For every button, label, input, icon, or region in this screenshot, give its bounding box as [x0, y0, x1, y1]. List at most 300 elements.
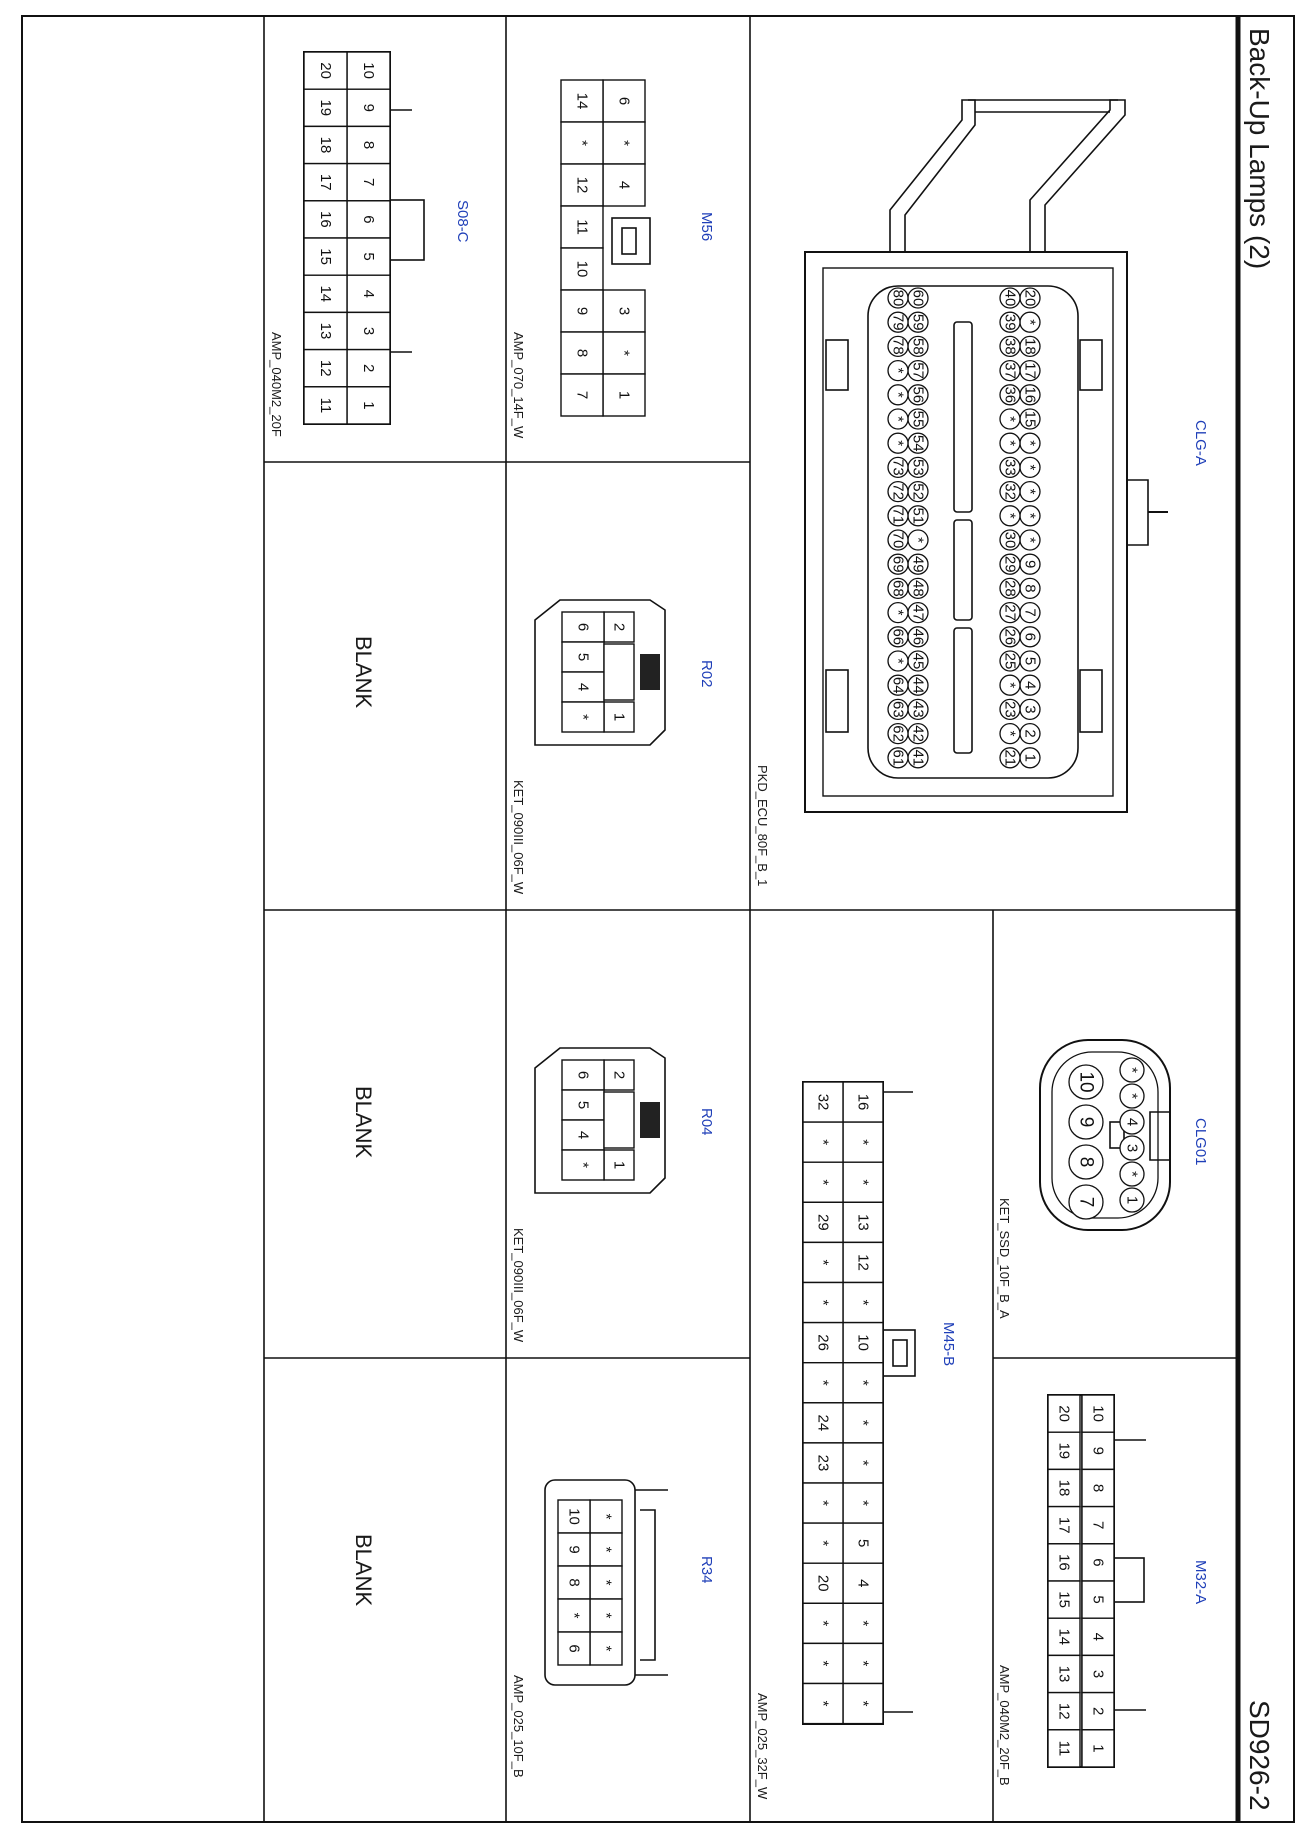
m45-b-pin-2-9: [803, 1403, 843, 1443]
connector-name-m32-a: M32-A: [1192, 1560, 1209, 1605]
svg-text:*: *: [615, 140, 633, 146]
svg-text:10: 10: [565, 1508, 583, 1525]
svg-text:10: 10: [1089, 1405, 1107, 1422]
r34-pin-2-3: [558, 1566, 590, 1599]
clg-a-pin-1-19: [1020, 724, 1040, 744]
svg-text:*: *: [597, 1513, 615, 1520]
m32-a-pin-2-1: [1048, 1395, 1080, 1432]
svg-text:29: 29: [814, 1214, 832, 1231]
svg-text:24: 24: [814, 1414, 832, 1432]
svg-text:6: 6: [574, 622, 592, 632]
m56-pin-lt-1: [603, 80, 645, 122]
svg-text:45: 45: [909, 652, 927, 670]
m32-a-pin-1-4: [1082, 1507, 1114, 1544]
svg-text:*: *: [814, 1700, 832, 1707]
clg-a-pin-3-2: [908, 312, 928, 332]
clg01-pin-bottom-4: [1069, 1185, 1103, 1219]
m32-a-pin-1-5: [1082, 1544, 1114, 1581]
svg-text:2: 2: [610, 1070, 628, 1080]
svg-text:3: 3: [615, 306, 633, 316]
s08-c-pin-2-4: [304, 164, 347, 201]
svg-text:53: 53: [909, 459, 927, 476]
clg-a-pin-3-6: [908, 409, 928, 429]
svg-text:4: 4: [574, 1130, 592, 1140]
s08-c-pin-1-6: [347, 238, 390, 275]
svg-text:*: *: [854, 1299, 872, 1306]
svg-text:26: 26: [1001, 628, 1019, 646]
svg-text:15: 15: [317, 248, 334, 265]
clg-a-pin-4-19: [888, 724, 908, 744]
svg-text:8: 8: [573, 348, 591, 358]
clg-a-pin-1-15: [1020, 627, 1040, 647]
connector-part-clg-a: PKD_ECU_80F_B_1: [755, 765, 770, 887]
m45-b-pin-1-16: [843, 1684, 883, 1724]
clg-a-pin-1-16: [1020, 651, 1040, 671]
m32-a-pin-1-1: [1082, 1395, 1114, 1432]
m45-b-pin-1-6: [843, 1283, 883, 1323]
svg-text:9: 9: [1021, 560, 1039, 569]
connector-r04: [511, 1048, 715, 1343]
r34-pin-1-4: [590, 1599, 622, 1632]
r04-pin-bottom-4: [562, 1150, 604, 1180]
m56-pin-rt-3: [603, 374, 645, 416]
m45-b-pin-2-11: [803, 1483, 843, 1523]
connector-r34: [511, 1480, 715, 1778]
clg-a-pin-2-4: [1000, 361, 1020, 381]
r34-pin-2-5: [558, 1632, 590, 1665]
svg-text:51: 51: [909, 507, 927, 525]
svg-text:*: *: [597, 1645, 615, 1652]
m45-b-pin-2-4: [803, 1202, 843, 1242]
m45-b-pin-1-1: [843, 1082, 883, 1122]
clg-a-pin-1-5: [1020, 385, 1040, 405]
svg-text:6: 6: [360, 215, 377, 224]
clg-a-pin-4-17: [888, 675, 908, 695]
svg-text:52: 52: [909, 483, 927, 500]
svg-text:5: 5: [574, 652, 592, 662]
connector-m56: [511, 80, 715, 439]
clg-a-pin-3-13: [908, 578, 928, 598]
m32-a-pin-2-6: [1048, 1581, 1080, 1618]
clg-a-pin-4-10: [888, 506, 908, 526]
clg-a-pin-4-6: [888, 409, 908, 429]
svg-text:1: 1: [610, 712, 628, 722]
svg-text:14: 14: [573, 92, 591, 110]
connector-part-r34: AMP_025_10F_B: [511, 1675, 526, 1778]
svg-text:*: *: [1001, 512, 1019, 519]
blank-label-3: BLANK: [351, 1534, 376, 1607]
svg-text:6: 6: [1089, 1558, 1107, 1567]
clg-a-pin-3-12: [908, 554, 928, 574]
clg01-pin-bottom-1: [1069, 1065, 1103, 1099]
m45-b-pin-2-8: [803, 1363, 843, 1403]
svg-text:*: *: [854, 1139, 872, 1146]
svg-text:*: *: [1021, 537, 1039, 543]
s08-c-pin-2-3: [304, 126, 347, 163]
connector-part-m56: AMP_070_14F_W: [511, 332, 526, 439]
clg-a-pin-1-6: [1020, 409, 1040, 429]
svg-text:9: 9: [1075, 1116, 1097, 1128]
s08-c-pin-1-5: [347, 201, 390, 238]
svg-text:15: 15: [1021, 410, 1039, 428]
svg-text:59: 59: [909, 313, 927, 331]
clg-a-pin-2-7: [1000, 433, 1020, 453]
clg-a-pin-4-18: [888, 699, 908, 719]
s08-c-pin-grid: [304, 52, 390, 424]
r04-pin-bottom-1: [562, 1060, 604, 1090]
clg-a-pin-3-17: [908, 675, 928, 695]
clg01-pin-top-5: [1120, 1162, 1144, 1186]
svg-text:12: 12: [317, 359, 334, 377]
connector-clg01: [997, 1040, 1209, 1319]
svg-text:*: *: [1001, 682, 1019, 689]
m45-b-pin-grid: [803, 1082, 883, 1724]
s08-c-pin-2-5: [304, 201, 347, 238]
connector-name-clg-a: CLG-A: [1192, 420, 1209, 466]
m45-b-pin-1-7: [843, 1323, 883, 1363]
clg-a-pin-3-3: [908, 336, 928, 356]
clg-a-pin-2-20: [1000, 748, 1020, 768]
m32-a-pin-2-9: [1048, 1693, 1080, 1730]
svg-text:11: 11: [1055, 1740, 1073, 1757]
clg-a-pin-2-11: [1000, 530, 1020, 550]
svg-text:*: *: [1001, 440, 1019, 447]
svg-text:73: 73: [889, 459, 907, 476]
svg-text:7: 7: [1021, 608, 1039, 617]
svg-text:*: *: [889, 440, 907, 447]
m45-b-pin-2-2: [803, 1122, 843, 1162]
clg-a-pin-4-11: [888, 530, 908, 550]
svg-text:4: 4: [1089, 1632, 1107, 1641]
connector-part-s08-c: AMP_040M2_20F: [269, 332, 284, 437]
m45-b-pin-2-10: [803, 1443, 843, 1483]
clg-a-pin-1-18: [1020, 699, 1040, 719]
svg-text:*: *: [814, 1500, 832, 1506]
connector-s08-c: [269, 52, 471, 437]
m56-pin-mid-2: [561, 248, 603, 290]
m32-a-pin-1-8: [1082, 1655, 1114, 1692]
svg-text:28: 28: [1001, 580, 1019, 597]
svg-text:*: *: [1001, 730, 1019, 737]
svg-text:*: *: [889, 367, 907, 374]
m45-b-pin-2-5: [803, 1242, 843, 1282]
clg-a-pin-3-1: [908, 288, 928, 308]
svg-text:7: 7: [1075, 1196, 1097, 1208]
svg-text:4: 4: [615, 180, 633, 190]
svg-text:*: *: [814, 1379, 832, 1386]
svg-text:5: 5: [1089, 1595, 1107, 1604]
svg-text:2: 2: [360, 364, 377, 373]
svg-text:68: 68: [889, 580, 907, 597]
s08-c-pin-1-9: [347, 350, 390, 387]
svg-text:3: 3: [360, 326, 377, 336]
clg-a-pin-3-20: [908, 748, 928, 768]
m56-pin-lb-1: [561, 80, 603, 122]
s08-c-pin-1-3: [347, 126, 390, 163]
clg-a-pin-1-13: [1020, 578, 1040, 598]
r02-pin-bottom-4: [562, 702, 604, 732]
r02-pin-top-1: [604, 612, 634, 642]
r34-pin-2-1: [558, 1500, 590, 1533]
clg-a-pin-1-1: [1020, 288, 1040, 308]
connector-part-clg01: KET_SSD_10F_B_A: [997, 1198, 1012, 1319]
clg-a-pin-4-15: [888, 627, 908, 647]
svg-text:64: 64: [889, 676, 907, 694]
m32-a-pin-2-4: [1048, 1507, 1080, 1544]
clg-a-pin-2-14: [1000, 603, 1020, 623]
svg-text:11: 11: [317, 397, 334, 414]
svg-text:6: 6: [574, 1070, 592, 1080]
svg-text:78: 78: [889, 338, 907, 355]
svg-text:*: *: [1123, 1067, 1141, 1073]
svg-text:26: 26: [814, 1334, 832, 1351]
svg-text:*: *: [889, 658, 907, 664]
clg-a-pin-1-3: [1020, 336, 1040, 356]
svg-text:23: 23: [814, 1454, 832, 1472]
clg-a-pin-2-1: [1000, 288, 1020, 308]
m45-b-pin-2-12: [803, 1523, 843, 1563]
clg-a-pin-2-12: [1000, 554, 1020, 574]
svg-text:*: *: [1021, 440, 1039, 447]
connector-m32-a: [997, 1395, 1209, 1786]
s08-c-pin-1-8: [347, 312, 390, 349]
m45-b-pin-1-11: [843, 1483, 883, 1523]
svg-text:21: 21: [1001, 749, 1019, 767]
svg-text:36: 36: [1001, 386, 1019, 404]
clg-a-pin-3-7: [908, 433, 928, 453]
svg-text:*: *: [1021, 488, 1039, 495]
m56-pin-rt-1: [603, 290, 645, 332]
svg-text:20: 20: [1021, 289, 1039, 307]
svg-text:16: 16: [317, 211, 334, 228]
svg-text:8: 8: [1021, 584, 1039, 593]
svg-text:6: 6: [565, 1644, 583, 1653]
svg-text:54: 54: [909, 434, 927, 452]
svg-text:46: 46: [909, 628, 927, 646]
svg-text:*: *: [597, 1546, 615, 1553]
clg-a-pin-4-4: [888, 361, 908, 381]
clg-a-pin-3-11: [908, 530, 928, 550]
svg-text:12: 12: [1055, 1702, 1073, 1720]
svg-text:10: 10: [573, 260, 591, 278]
m32-a-pin-2-8: [1048, 1655, 1080, 1692]
r04-pin-bottom-3: [562, 1120, 604, 1150]
svg-text:18: 18: [1021, 338, 1039, 355]
r02-pin-bottom-1: [562, 612, 604, 642]
svg-text:*: *: [1021, 464, 1039, 471]
svg-text:8: 8: [565, 1578, 583, 1587]
svg-text:*: *: [814, 1660, 832, 1667]
m32-a-pin-1-6: [1082, 1581, 1114, 1618]
svg-text:*: *: [854, 1179, 872, 1186]
m45-b-pin-1-3: [843, 1162, 883, 1202]
clg-a-pin-4-16: [888, 651, 908, 671]
clg-a-pin-1-9: [1020, 482, 1040, 502]
r34-pin-1-1: [590, 1500, 622, 1533]
s08-c-pin-2-1: [304, 52, 347, 89]
svg-text:55: 55: [909, 410, 927, 428]
clg-a-pin-1-17: [1020, 675, 1040, 695]
svg-text:58: 58: [909, 338, 927, 355]
m56-pin-grid: [561, 80, 645, 416]
svg-text:20: 20: [1055, 1405, 1073, 1422]
connector-name-r04: R04: [698, 1108, 715, 1136]
svg-text:*: *: [597, 1579, 615, 1586]
svg-text:20: 20: [317, 62, 334, 79]
svg-text:*: *: [814, 1620, 832, 1627]
svg-text:23: 23: [1001, 701, 1019, 718]
svg-text:38: 38: [1001, 338, 1019, 355]
m32-a-pin-1-7: [1082, 1618, 1114, 1655]
svg-text:32: 32: [1001, 483, 1019, 500]
clg-a-pin-3-10: [908, 506, 928, 526]
s08-c-pin-2-8: [304, 312, 347, 349]
clg-a-pin-2-8: [1000, 457, 1020, 477]
r02-pin-grid: [562, 612, 660, 732]
m56-pin-lb-3: [561, 164, 603, 206]
m45-b-pin-1-4: [843, 1202, 883, 1242]
svg-text:79: 79: [889, 313, 907, 331]
clg-a-pin-2-6: [1000, 409, 1020, 429]
clg01-pin-top-2: [1120, 1084, 1144, 1108]
clg-a-pin-3-14: [908, 603, 928, 623]
svg-text:25: 25: [1001, 652, 1019, 670]
svg-text:33: 33: [1001, 459, 1019, 476]
clg-a-pin-4-13: [888, 578, 908, 598]
svg-text:27: 27: [1001, 604, 1019, 621]
svg-text:49: 49: [909, 555, 927, 573]
connector-name-clg01: CLG01: [1192, 1118, 1209, 1166]
svg-text:60: 60: [909, 289, 927, 307]
svg-text:*: *: [597, 1612, 615, 1619]
svg-text:3: 3: [1123, 1143, 1141, 1153]
m56-pin-rb-1: [561, 290, 603, 332]
svg-text:42: 42: [909, 725, 927, 742]
svg-text:10: 10: [1075, 1071, 1097, 1093]
svg-text:14: 14: [1055, 1628, 1073, 1646]
svg-text:18: 18: [317, 136, 334, 154]
svg-text:4: 4: [1021, 681, 1039, 690]
clg01-pin-top-3: [1120, 1110, 1144, 1134]
clg-a-pin-1-14: [1020, 603, 1040, 623]
svg-text:*: *: [854, 1700, 872, 1707]
svg-text:*: *: [854, 1660, 872, 1667]
svg-text:69: 69: [889, 555, 907, 573]
svg-text:5: 5: [1021, 656, 1039, 666]
connector-r02: [511, 600, 715, 895]
s08-c-pin-1-1: [347, 52, 390, 89]
svg-text:6: 6: [1021, 632, 1039, 641]
svg-text:63: 63: [889, 701, 907, 718]
m32-a-pin-1-3: [1082, 1469, 1114, 1506]
r34-pin-2-4: [558, 1599, 590, 1632]
svg-text:*: *: [814, 1179, 832, 1186]
clg-a-pin-2-15: [1000, 627, 1020, 647]
m56-pin-lt-2: [603, 122, 645, 164]
connector-name-r34: R34: [698, 1556, 715, 1584]
clg-a-arm-left: [890, 100, 975, 252]
svg-text:19: 19: [1055, 1442, 1073, 1460]
svg-text:*: *: [565, 1612, 583, 1619]
svg-text:7: 7: [573, 390, 591, 400]
svg-text:*: *: [889, 416, 907, 422]
clg-a-pin-3-9: [908, 482, 928, 502]
svg-text:66: 66: [889, 628, 907, 646]
clg01-pin-top-4: [1120, 1136, 1144, 1160]
svg-text:1: 1: [615, 390, 633, 400]
svg-text:3: 3: [1021, 705, 1039, 714]
svg-text:*: *: [814, 1259, 832, 1266]
clg-a-pin-2-16: [1000, 651, 1020, 671]
svg-text:1: 1: [360, 401, 377, 410]
svg-text:*: *: [854, 1419, 872, 1426]
svg-text:17: 17: [317, 173, 334, 191]
m45-b-pin-1-5: [843, 1242, 883, 1282]
svg-text:30: 30: [1001, 531, 1019, 549]
m56-pin-rb-2: [561, 332, 603, 374]
svg-text:5: 5: [574, 1100, 592, 1110]
svg-text:*: *: [615, 350, 633, 356]
clg-a-pin-4-3: [888, 336, 908, 356]
r02-pin-bottom-2: [562, 642, 604, 672]
svg-text:13: 13: [317, 322, 334, 340]
page-title: Back-Up Lamps (2): [1244, 28, 1275, 270]
svg-text:70: 70: [889, 531, 907, 549]
svg-text:1: 1: [1123, 1195, 1141, 1205]
m45-b-pin-1-10: [843, 1443, 883, 1483]
svg-text:5: 5: [360, 252, 377, 261]
svg-text:39: 39: [1001, 313, 1019, 331]
svg-text:*: *: [889, 391, 907, 398]
m56-pin-lt-3: [603, 164, 645, 206]
svg-text:40: 40: [1001, 289, 1019, 307]
clg-a-arm-right: [1030, 100, 1125, 252]
svg-text:13: 13: [1055, 1665, 1073, 1683]
svg-text:80: 80: [889, 289, 907, 307]
m56-pin-mid-1: [561, 206, 603, 248]
svg-text:*: *: [574, 1162, 592, 1168]
svg-text:17: 17: [1021, 362, 1039, 379]
clg-a-pin-3-18: [908, 699, 928, 719]
svg-text:4: 4: [574, 682, 592, 692]
m56-pin-rt-2: [603, 332, 645, 374]
svg-text:4: 4: [360, 289, 377, 298]
m32-a-pin-1-10: [1082, 1730, 1114, 1767]
clg-a-pin-3-4: [908, 361, 928, 381]
clg-a-pin-4-9: [888, 482, 908, 502]
svg-text:20: 20: [814, 1574, 832, 1592]
svg-text:47: 47: [909, 604, 927, 621]
svg-text:*: *: [814, 1139, 832, 1146]
clg-a-pin-2-3: [1000, 336, 1020, 356]
m32-a-pin-2-5: [1048, 1544, 1080, 1581]
clg01-pin-bottom-3: [1069, 1145, 1103, 1179]
svg-text:8: 8: [1089, 1483, 1107, 1493]
m45-b-pin-2-7: [803, 1323, 843, 1363]
m32-a-pin-1-2: [1082, 1432, 1114, 1469]
clg-a-pin-4-2: [888, 312, 908, 332]
svg-text:*: *: [814, 1299, 832, 1306]
clg-a-pin-1-11: [1020, 530, 1040, 550]
m45-b-pin-2-1: [803, 1082, 843, 1122]
connector-part-m45-b: AMP_025_32F_W: [755, 1693, 770, 1800]
svg-text:*: *: [1001, 416, 1019, 422]
m45-b-pin-1-15: [843, 1643, 883, 1683]
clg-a-pin-1-7: [1020, 433, 1040, 453]
m45-b-pin-2-3: [803, 1162, 843, 1202]
svg-text:57: 57: [909, 362, 927, 379]
svg-text:43: 43: [909, 701, 927, 718]
